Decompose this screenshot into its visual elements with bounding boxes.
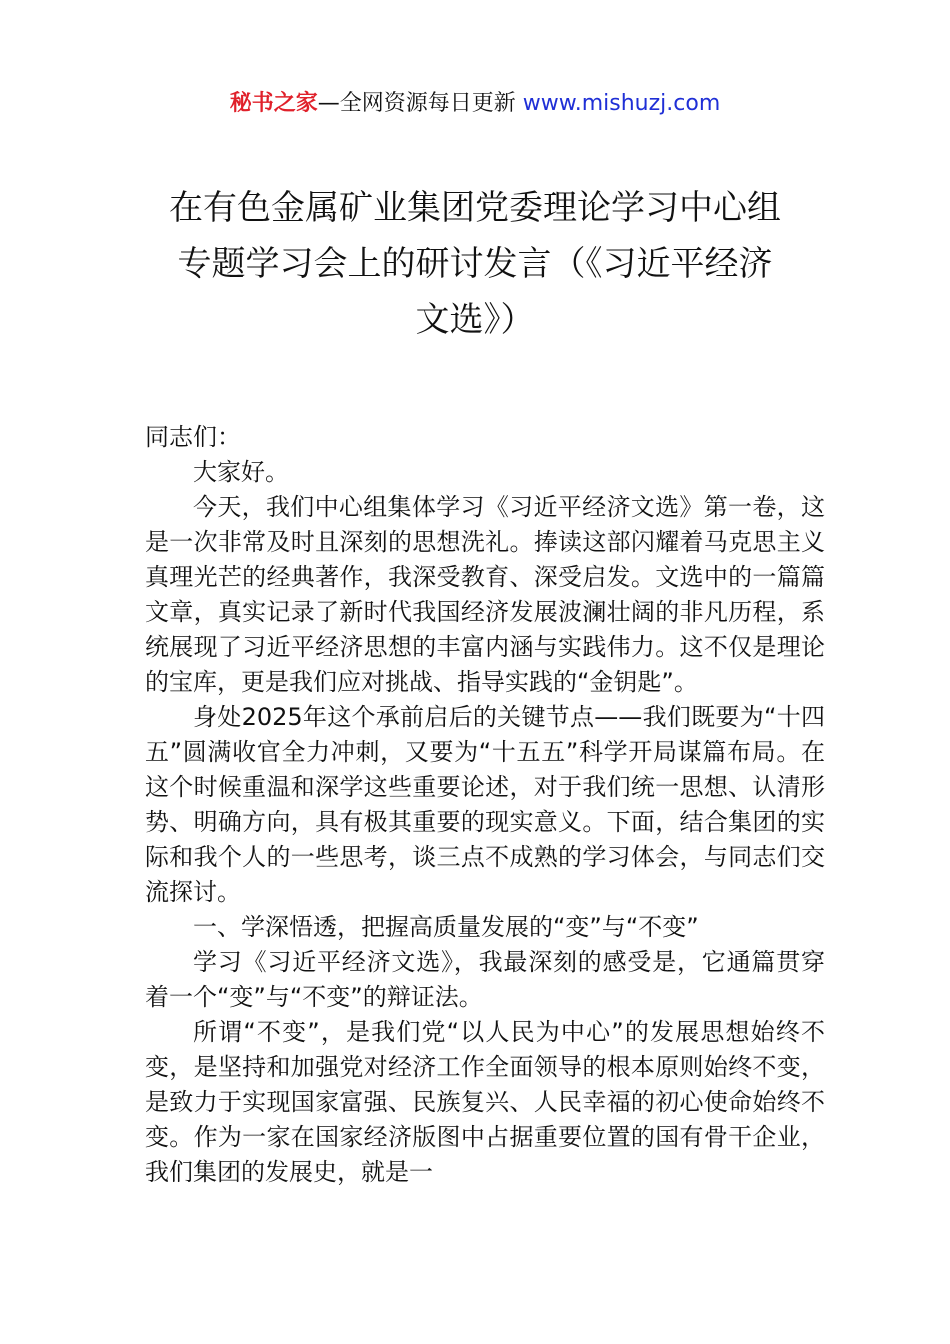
section-heading-1: 一、学深悟透，把握高质量发展的“变”与“不变” bbox=[193, 913, 699, 941]
document-body bbox=[145, 420, 825, 1190]
site-url-link[interactable]: www.mishuzj.com bbox=[522, 91, 721, 116]
paragraph-context: 身处2025年这个承前启后的关键节点——我们既要为“十四五”圆满收官全力冲刺，又要为“十五五”科学开局谋篇布局。在这个时候重温和深学这些重要论述，对于我们统一思想、认清形势、明确方向，具有极其重要的现实意义。下面，结合集团的实际和我个人的一些思考，谈三点不成熟的学习体会，与同志们交流探讨。 bbox=[145, 703, 825, 906]
site-tagline: —全网资源每日更新 bbox=[317, 91, 523, 116]
title-line: 在有色金属矿业集团党委理论学习中心组 bbox=[169, 188, 781, 228]
site-brand: 秘书之家 bbox=[229, 91, 318, 116]
paragraph-section1-body: 所谓“不变”，是我们党“以人民为中心”的发展思想始终不变，是坚持和加强党对经济工作全面领导的根本原则始终不变，是致力于实现国家富强、民族复兴、人民幸福的初心使命始终不变。作为一家在国家经济版图中占据重要位置的国有骨干企业，我们集团的发展史，就是一 bbox=[145, 1018, 825, 1186]
paragraph-greeting: 大家好。 bbox=[193, 458, 289, 486]
salutation: 同志们： bbox=[145, 423, 241, 451]
site-header bbox=[0, 88, 950, 120]
title-line: 文选》） bbox=[415, 300, 535, 340]
paragraph-intro: 今天，我们中心组集体学习《习近平经济文选》第一卷，这是一次非常及时且深刻的思想洗礼。捧读这部闪耀着马克思主义真理光芒的经典著作，我深受教育、深受启发。文选中的一篇篇文章，真实记录了新时代我国经济发展波澜壮阔的非凡历程，系统展现了习近平经济思想的丰富内涵与实践伟力。这不仅是理论的宝库，更是我们应对挑战、指导实践的“金钥匙”。 bbox=[145, 493, 825, 696]
title-line: 专题学习会上的研讨发言（《习近平经济 bbox=[177, 244, 773, 284]
paragraph-section1-intro: 学习《习近平经济文选》，我最深刻的感受是，它通篇贯穿着一个“变”与“不变”的辩证法。 bbox=[145, 948, 825, 1011]
document-title bbox=[120, 180, 830, 348]
